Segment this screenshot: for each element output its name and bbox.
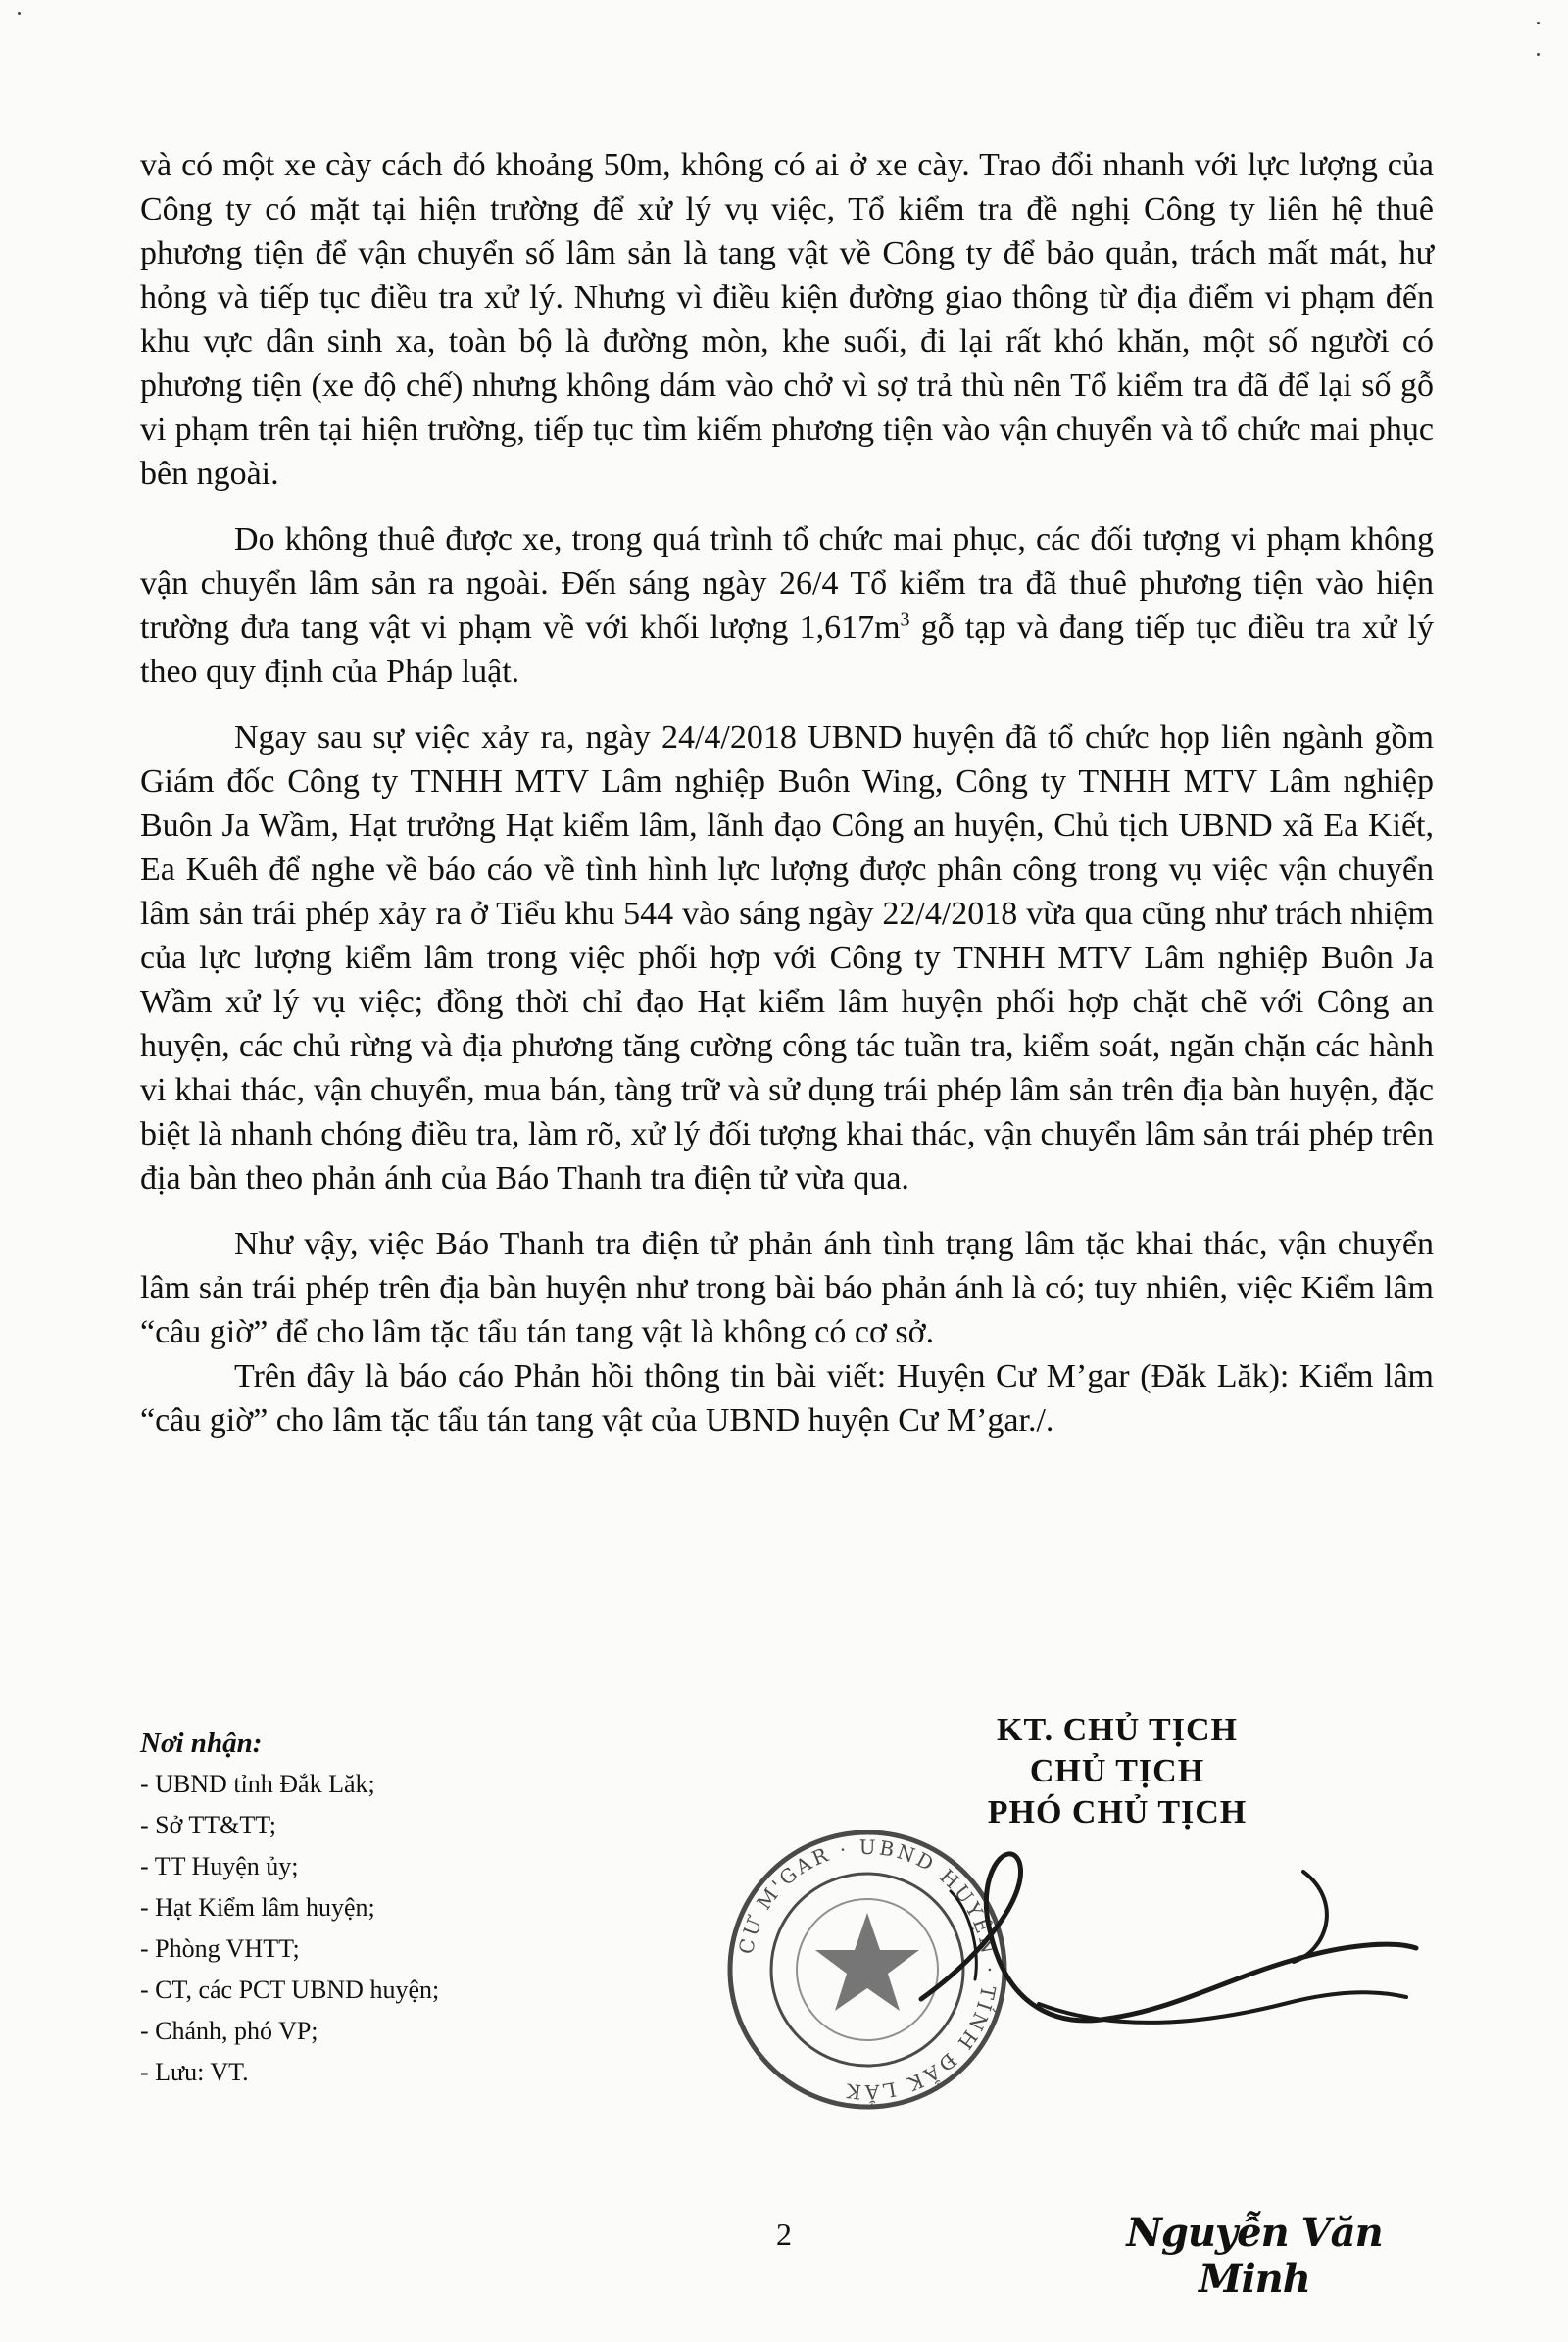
recipient-item: - Hạt Kiểm lâm huyện; (140, 1893, 375, 1922)
recipient-item: - Lưu: VT. (140, 2058, 249, 2086)
recipient-item: - Phòng VHTT; (140, 1934, 300, 1963)
paragraph-closing: Trên đây là báo cáo Phản hồi thông tin bài viết: Huyện Cư M’gar (Đăk Lăk): Kiểm lâm “câu giờ” cho lâm tặc tẩu tán tang vật của UBND huyện Cư M’gar./. (140, 1358, 1434, 1439)
paragraph-transport-text: Do không thuê được xe, trong quá trình tổ chức mai phục, các đối tượng vi phạm không vận chuyển lâm sản ra ngoài. Đến sáng ngày 26/4 Tổ kiểm tra đã thuê phương tiện vào hiện trường đưa tang vật vi phạm về với khối lượng (140, 521, 1434, 646)
signer-title-line1: KT. CHỦ TỊCH (997, 1712, 1238, 1748)
recipients-title: Nơi nhận: (140, 1728, 263, 1759)
recipient-item: - TT Huyện ủy; (140, 1852, 299, 1880)
scan-speck (1537, 22, 1540, 24)
document-body (140, 143, 1434, 1464)
recipients-list (140, 1764, 650, 2093)
recipient-item: - Chánh, phó VP; (140, 2017, 318, 2045)
signer-block (921, 1710, 1313, 1833)
paragraph-conclusion: Như vậy, việc Báo Thanh tra điện tử phản ánh tình trạng lâm tặc khai thác, vận chuyển lâm sản trái phép trên địa bàn huyện như trong bài báo phản ánh là có; tuy nhiên, việc Kiểm lâm “câu giờ” để cho lâm tặc tẩu tán tang vật là không có cơ sở. (140, 1226, 1434, 1350)
handwritten-signature-icon (882, 1832, 1431, 2097)
scan-speck (1537, 53, 1540, 56)
seal-text: CƯ M'GAR · UBND HUYỆN · TỈNH ĐẮK LẮK (733, 1834, 1003, 2105)
recipients-block (140, 1723, 650, 2093)
signer-name: Nguyễn Văn Minh (1126, 2210, 1383, 2302)
signer-title-line2: CHỦ TỊCH (1029, 1753, 1205, 1789)
recipient-item: - CT, các PCT UBND huyện; (140, 1976, 440, 2004)
paragraph-meeting: Ngay sau sự việc xảy ra, ngày 24/4/2018 UBND huyện đã tổ chức họp liên ngành gồm Giám đốc Công ty TNHH MTV Lâm nghiệp Buôn Wing, Công ty TNHH MTV Lâm nghiệp Buôn Ja Wầm, Hạt trưởng Hạt kiểm lâm, lãnh đạo Công an huyện, Chủ tịch UBND xã Ea Kiết, Ea Kuêh để nghe về báo cáo về tình hình lực lượng được phân công trong vụ việc vận chuyển lâm sản trái phép xảy ra ở Tiểu khu 544 vào sáng ngày 22/4/2018 vừa qua cũng như trách nhiệm của lực lượng kiểm lâm trong việc phối hợp với Công ty TNHH MTV Lâm nghiệp Buôn Ja Wầm xử lý vụ việc; đồng thời chỉ đạo Hạt kiểm lâm huyện phối hợp chặt chẽ với Công an huyện, các chủ rừng và địa phương tăng cường công tác tuần tra, kiểm soát, ngăn chặn các hành vi khai thác, vận chuyển, mua bán, tàng trữ và sử dụng trái phép lâm sản trên địa bàn huyện, đặc biệt là nhanh chóng điều tra, làm rõ, xử lý đối tượng khai thác, vận chuyển lâm sản trái phép trên địa bàn theo phản ánh của Báo Thanh tra điện tử vừa qua. (140, 719, 1434, 1196)
recipient-item: - UBND tỉnh Đắk Lăk; (140, 1770, 375, 1798)
volume-unit-exponent: 3 (900, 609, 910, 631)
recipient-item: - Sở TT&TT; (140, 1811, 276, 1839)
paragraph-transport (140, 517, 1434, 694)
volume-value: 1,617m (799, 610, 901, 646)
paragraph-transport-tail: gỗ tạp và đang tiếp tục điều tra xử lý theo quy định của Pháp luật. (140, 610, 1435, 690)
scan-speck (18, 12, 21, 15)
paragraph-continuation: và có một xe cày cách đó khoảng 50m, không có ai ở xe cày. Trao đổi nhanh với lực lượng của Công ty có mặt tại hiện trường để xử lý vụ việc, Tổ kiểm tra đề nghị Công ty liên hệ thuê phương tiện để vận chuyển số lâm sản là tang vật về Công ty để bảo quản, trách mất mát, hư hỏng và tiếp tục điều tra xử lý. Nhưng vì điều kiện đường giao thông từ địa điểm vi phạm đến khu vực dân sinh xa, toàn bộ là đường mòn, khe suối, đi lại rất khó khăn, một số người có phương tiện (xe độ chế) nhưng không dám vào chở vì sợ trả thù nên Tổ kiểm tra đã để lại số gỗ vi phạm trên tại hiện trường, tiếp tục tìm kiếm phương tiện vào vận chuyển và tổ chức mai phục bên ngoài. (140, 147, 1434, 492)
signer-title-line3: PHÓ CHỦ TỊCH (987, 1794, 1248, 1830)
page-number: 2 (776, 2217, 792, 2252)
